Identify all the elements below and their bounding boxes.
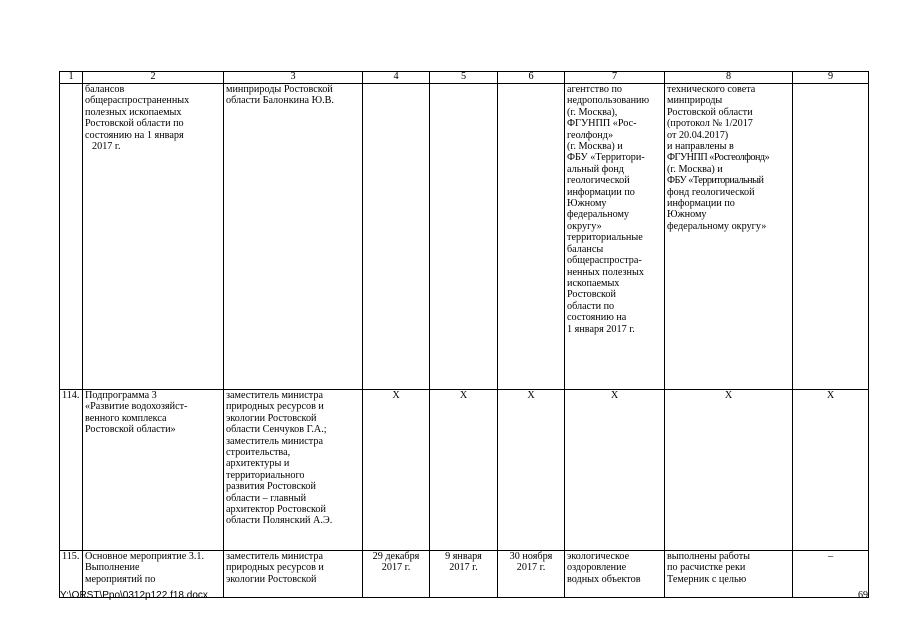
table-row <box>60 84 869 390</box>
page-number: 69 <box>858 590 868 601</box>
plan-end-date <box>363 84 430 390</box>
col-header-3: 3 <box>224 72 363 84</box>
fact-end-date: X <box>498 390 565 551</box>
col-header-9: 9 <box>793 72 869 84</box>
col-header-4: 4 <box>363 72 430 84</box>
row-number: 115. <box>60 551 83 598</box>
fact-start-date: 9 января 2017 г. <box>430 551 498 598</box>
col-header-5: 5 <box>430 72 498 84</box>
measure-name: Подпрограмма 3 «Развитие водохозяйст- венного комплекса Ростовской области» <box>83 390 224 551</box>
deviation-reason: – <box>793 551 869 598</box>
table-row <box>60 390 869 551</box>
column-number-row <box>60 72 869 84</box>
actual-result: технического совета минприроды Ростовской области (протокол № 1/2017 от 20.04.2017) и направлены в ФГУНПП «Росгеолфонд» (г. Москва) и ФБУ «Территориальный фонд геологической информации по Южному федеральному округу» <box>665 84 793 390</box>
fact-end-date: 30 ноября 2017 г. <box>498 551 565 598</box>
report-table <box>59 71 869 598</box>
planned-result: экологическое оздоровление водных объектов <box>565 551 665 598</box>
plan-end-date: 29 декабря 2017 г. <box>363 551 430 598</box>
measure-name: Основное мероприятие 3.1. Выполнение мероприятий по <box>83 551 224 598</box>
deviation-reason <box>793 84 869 390</box>
responsible-person: минприроды Ростовской области Балонкина Ю.В. <box>224 84 363 390</box>
col-header-2: 2 <box>83 72 224 84</box>
col-header-1: 1 <box>60 72 83 84</box>
row-number <box>60 84 83 390</box>
file-path-footer: Y:\ORST\Ppo\0312p122.f18.docx <box>60 590 208 601</box>
responsible-person: заместитель министра природных ресурсов и экологии Ростовской <box>224 551 363 598</box>
col-header-8: 8 <box>665 72 793 84</box>
measure-name: балансов общераспространенных полезных ископаемых Ростовской области по состоянию на 1 января 2017 г. <box>83 84 224 390</box>
col-header-6: 6 <box>498 72 565 84</box>
fact-end-date <box>498 84 565 390</box>
actual-result: X <box>665 390 793 551</box>
plan-end-date: X <box>363 390 430 551</box>
col-header-7: 7 <box>565 72 665 84</box>
planned-result: агентство по недропользованию (г. Москва), ФГУНПП «Рос- геолфонд» (г. Москва) и ФБУ «Территори- альный фонд геологической информации по Южному федеральному округу» территориальные балансы общераспростра- ненных полезных ископаемых Ростовской области по состоянию на 1 января 2017 г. <box>565 84 665 390</box>
planned-result: X <box>565 390 665 551</box>
responsible-person: заместитель министра природных ресурсов и экологии Ростовской области Сенчуков Г.А.; заместитель министра строительства, архитектуры и территориального развития Ростовской области – главный архитектор Ростовской области Полянский А.Э. <box>224 390 363 551</box>
actual-result: выполнены работы по расчистке реки Темерник с целью <box>665 551 793 598</box>
fact-start-date: X <box>430 390 498 551</box>
fact-start-date <box>430 84 498 390</box>
deviation-reason: X <box>793 390 869 551</box>
row-number: 114. <box>60 390 83 551</box>
